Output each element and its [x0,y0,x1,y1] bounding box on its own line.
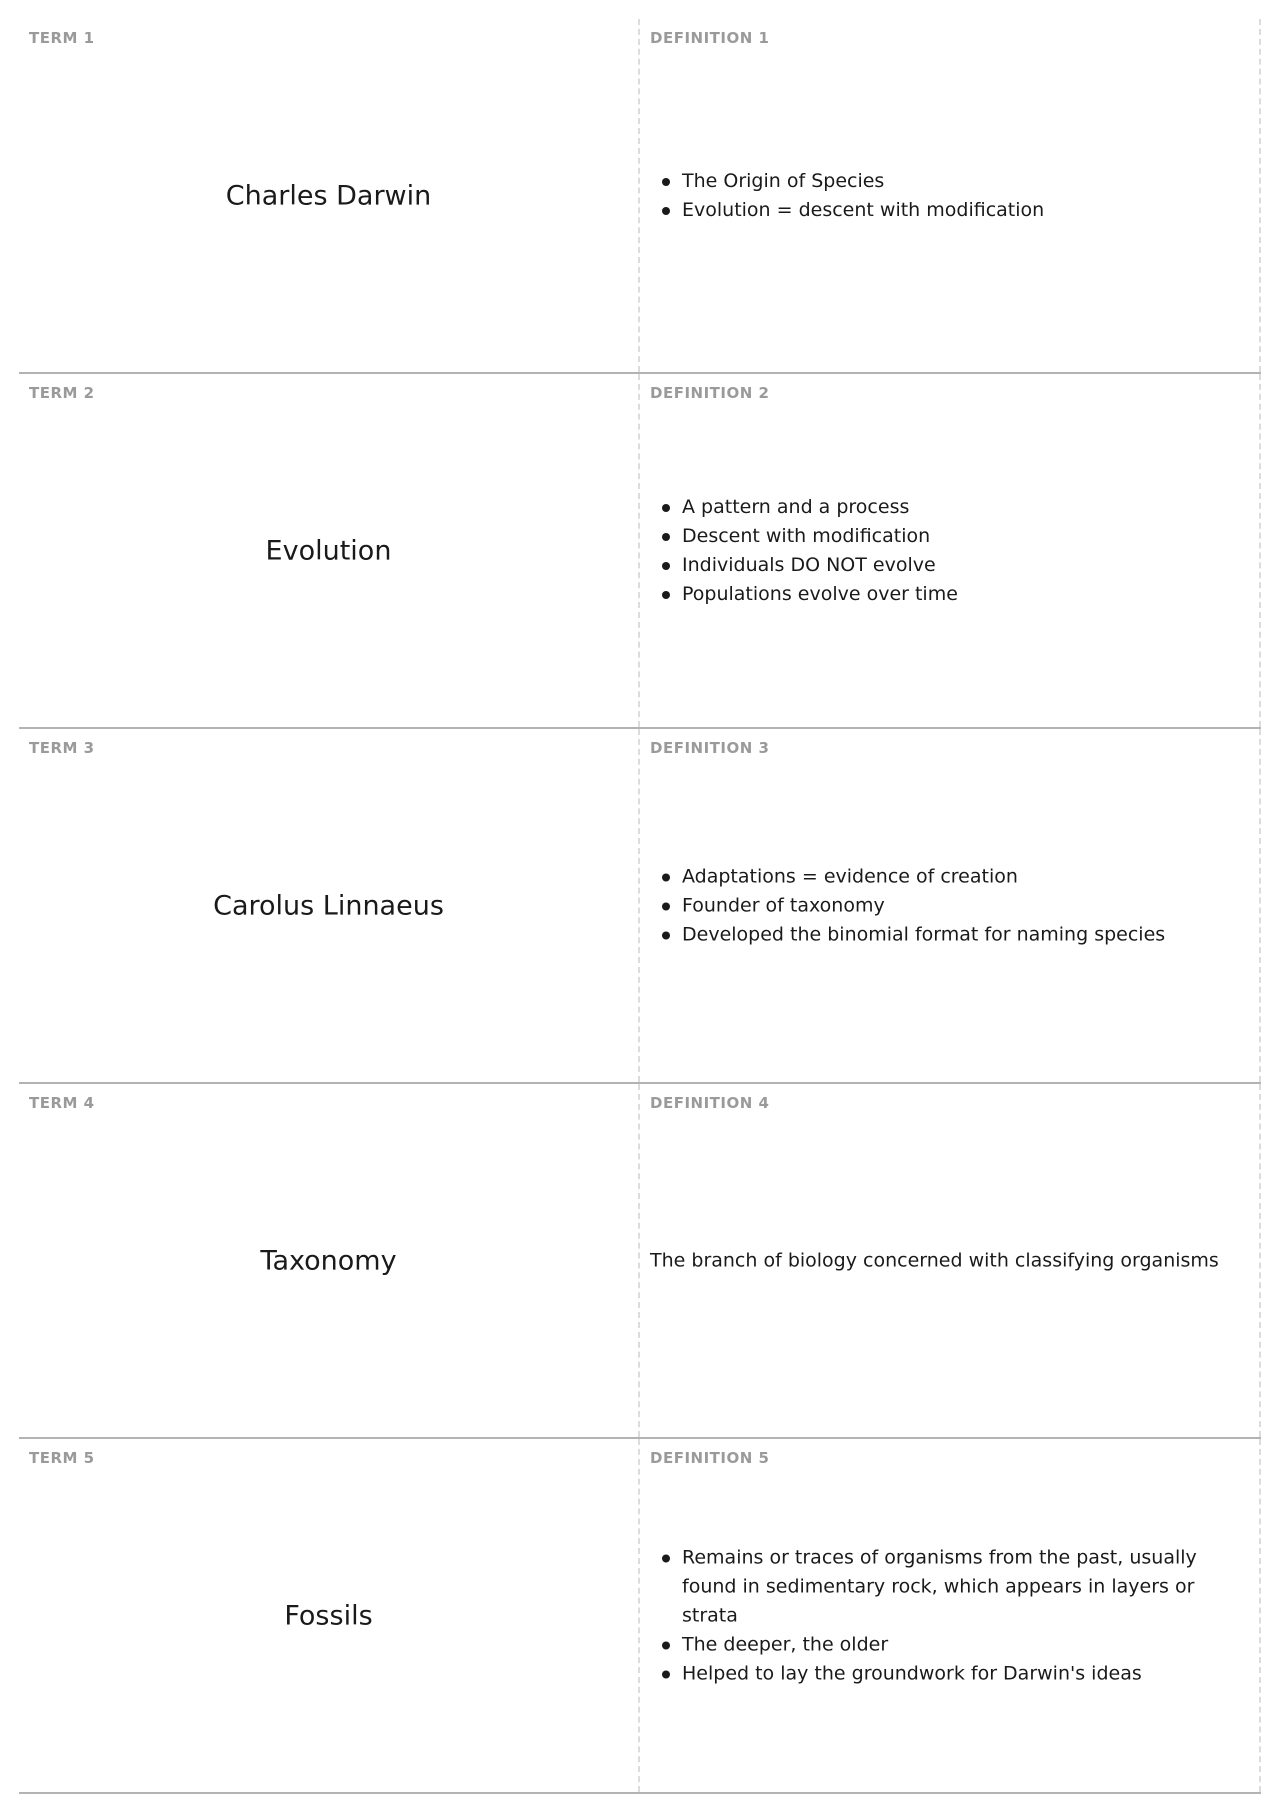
flashcard-row [19,19,1261,374]
definition-list [650,167,1239,225]
flashcard-row [19,1439,1261,1794]
definition-body [650,862,1239,949]
term-text: Taxonomy [260,1245,397,1276]
definition-bullet: The deeper, the older [682,1630,1239,1659]
flashcard-sheet [19,19,1261,1794]
term-cell [19,374,640,727]
term-label: TERM 4 [29,1094,95,1112]
definition-cell [640,1439,1261,1792]
definition-body [650,1246,1239,1275]
term-text: Fossils [284,1600,373,1631]
definition-list [650,1543,1239,1688]
definition-cell [640,1084,1261,1437]
flashcard-row [19,1084,1261,1439]
term-label: TERM 3 [29,739,95,757]
term-cell [19,19,640,372]
definition-bullet: Helped to lay the groundwork for Darwin's ideas [682,1659,1239,1688]
definition-bullet: Evolution = descent with modification [682,196,1239,225]
definition-list [650,862,1239,949]
definition-body [650,1543,1239,1688]
definition-bullet: Descent with modification [682,522,1239,551]
definition-bullet: Founder of taxonomy [682,891,1239,920]
definition-bullet: Adaptations = evidence of creation [682,862,1239,891]
definition-label: DEFINITION 3 [650,739,770,757]
term-text: Carolus Linnaeus [213,890,444,921]
definition-label: DEFINITION 2 [650,384,770,402]
term-text: Charles Darwin [225,180,432,211]
definition-cell [640,729,1261,1082]
definition-cell [640,374,1261,727]
definition-text: The branch of biology concerned with classifying organisms [650,1249,1219,1271]
term-label: TERM 2 [29,384,95,402]
definition-label: DEFINITION 4 [650,1094,770,1112]
definition-bullet: Populations evolve over time [682,580,1239,609]
term-cell [19,1439,640,1792]
term-label: TERM 5 [29,1449,95,1467]
term-text: Evolution [265,535,392,566]
definition-bullet: Remains or traces of organisms from the past, usually found in sedimentary rock, which appears in layers or strata [682,1543,1239,1630]
definition-list [650,493,1239,609]
definition-label: DEFINITION 1 [650,29,770,47]
term-label: TERM 1 [29,29,95,47]
definition-bullet: The Origin of Species [682,167,1239,196]
definition-bullet: Developed the binomial format for naming species [682,920,1239,949]
definition-body [650,167,1239,225]
flashcard-row [19,729,1261,1084]
term-cell [19,1084,640,1437]
definition-body [650,493,1239,609]
definition-bullet: A pattern and a process [682,493,1239,522]
definition-bullet: Individuals DO NOT evolve [682,551,1239,580]
flashcard-row [19,374,1261,729]
term-cell [19,729,640,1082]
definition-label: DEFINITION 5 [650,1449,770,1467]
definition-cell [640,19,1261,372]
